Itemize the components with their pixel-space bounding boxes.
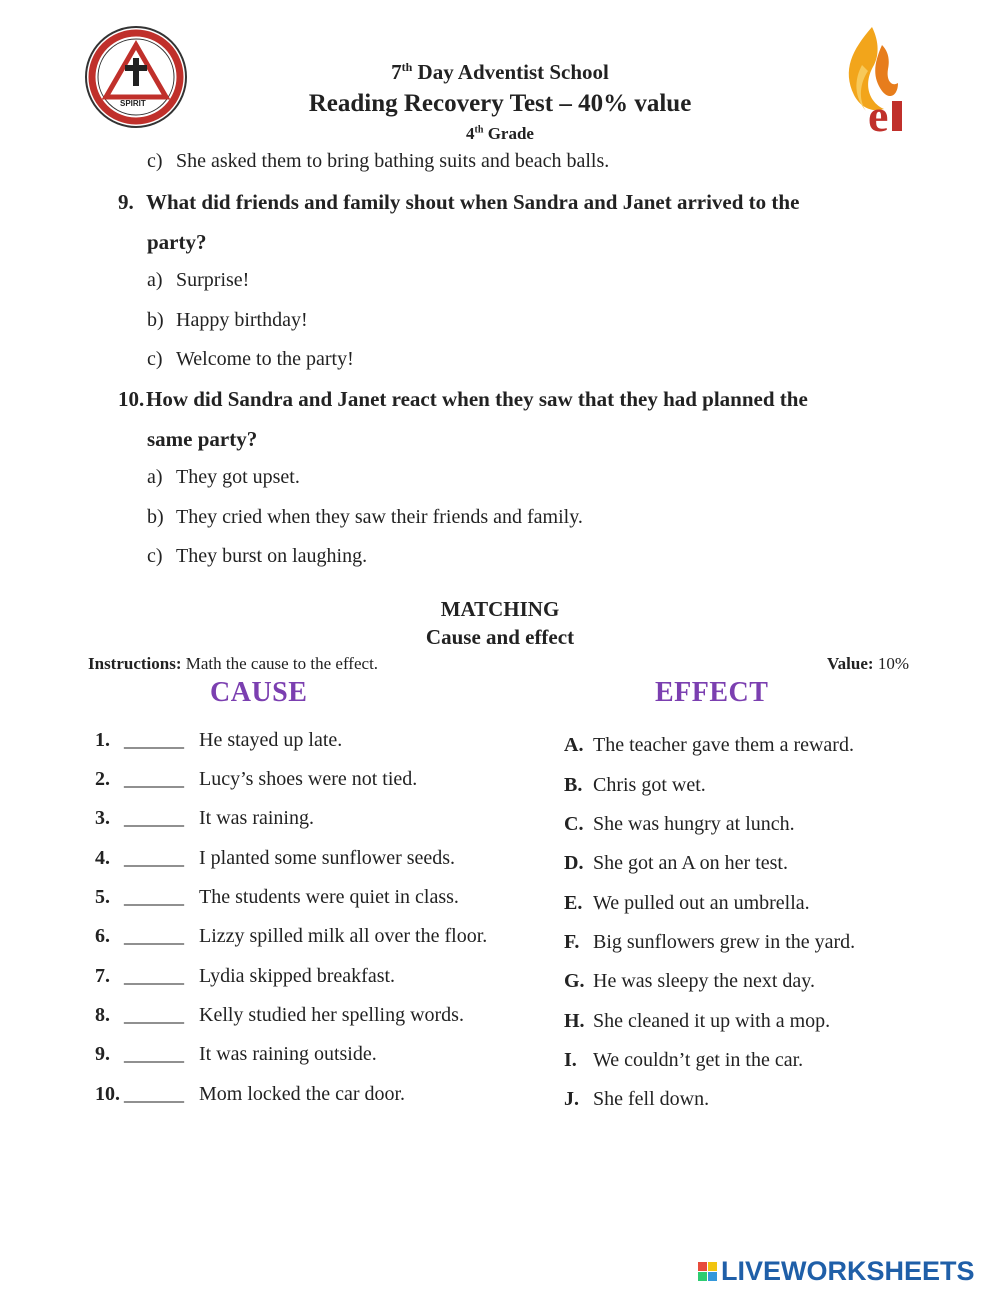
question-10-cont: same party? (147, 427, 258, 451)
live-badge-icon (698, 1262, 717, 1281)
effect-item: J. She fell down. (564, 1088, 710, 1110)
cause-item[interactable]: 2. ______ Lucy’s shoes were not tied. (95, 768, 418, 790)
answer-blank[interactable]: ______ (124, 768, 184, 790)
effect-item: A. The teacher gave them a reward. (564, 734, 854, 756)
matching-subtitle: Cause and effect (425, 625, 575, 649)
cause-item[interactable]: 4. ______ I planted some sunflower seeds. (95, 847, 456, 869)
answer-blank[interactable]: ______ (124, 1004, 184, 1026)
answer-blank[interactable]: ______ (124, 1083, 184, 1105)
liveworksheets-logo[interactable] (698, 1256, 975, 1286)
answer-blank[interactable]: ______ (124, 807, 184, 829)
cause-item[interactable]: 8. ______ Kelly studied her spelling words. (95, 1004, 464, 1026)
cause-item[interactable]: 1. ______ He stayed up late. (95, 729, 343, 751)
q9-option-a[interactable]: a) Surprise! (147, 269, 250, 291)
question-9: 9. What did friends and family shout when Sandra and Janet arrived to the (118, 190, 800, 214)
answer-blank[interactable]: ______ (124, 1043, 184, 1065)
q9-option-b[interactable]: b) Happy birthday! (147, 309, 308, 331)
q10-option-c[interactable]: c) They burst on laughing. (147, 545, 368, 567)
cause-item[interactable]: 3. ______ It was raining. (95, 807, 314, 829)
effect-item: I. We couldn’t get in the car. (564, 1049, 804, 1071)
answer-blank[interactable]: ______ (124, 925, 184, 947)
seal-spirit-text: SPIRIT (120, 99, 146, 108)
q10-option-a[interactable]: a) They got upset. (147, 466, 300, 488)
cause-item[interactable]: 6. ______ Lizzy spilled milk all over the floor. (95, 925, 488, 947)
effect-heading: EFFECT (655, 677, 769, 708)
effect-item: D. She got an A on her test. (564, 852, 788, 874)
answer-blank[interactable]: ______ (124, 847, 184, 869)
question-10: 10.How did Sandra and Janet react when they saw that they had planned the (118, 387, 808, 411)
answer-blank[interactable]: ______ (124, 965, 184, 987)
q10-option-b[interactable]: b) They cried when they saw their friends and family. (147, 506, 583, 528)
value-label: Value: 10% (826, 654, 909, 673)
school-name: 7th Day Adventist School (391, 60, 609, 84)
cause-heading: CAUSE (210, 677, 308, 708)
grade-label: 4th Grade (466, 124, 534, 143)
brand-text: LIVEWORKSHEETS (721, 1255, 975, 1286)
effect-item: B. Chris got wet. (564, 774, 706, 796)
effect-item: F. Big sunflowers grew in the yard. (564, 931, 856, 953)
answer-blank[interactable]: ______ (124, 729, 184, 751)
cause-item[interactable]: 5. ______ The students were quiet in class. (95, 886, 459, 908)
cause-item[interactable]: 10. ______ Mom locked the car door. (95, 1083, 406, 1105)
effect-item: C. She was hungry at lunch. (564, 813, 795, 835)
q9-option-c[interactable]: c) Welcome to the party! (147, 348, 354, 370)
svg-text:e: e (868, 90, 889, 135)
carry-over-option: c) She asked them to bring bathing suits and beach balls. (147, 150, 610, 172)
answer-blank[interactable]: ______ (124, 886, 184, 908)
matching-title: MATCHING (440, 597, 560, 621)
effect-item: E. We pulled out an umbrella. (564, 892, 810, 914)
instructions: Instructions: Math the cause to the effect. (88, 654, 379, 673)
cause-item[interactable]: 7. ______ Lydia skipped breakfast. (95, 965, 396, 987)
page-title: Reading Recovery Test – 40% value (308, 90, 692, 117)
cause-item[interactable]: 9. ______ It was raining outside. (95, 1043, 377, 1065)
effect-item: H. She cleaned it up with a mop. (564, 1010, 831, 1032)
effect-item: G. He was sleepy the next day. (564, 970, 815, 992)
question-9-cont: party? (147, 230, 207, 254)
